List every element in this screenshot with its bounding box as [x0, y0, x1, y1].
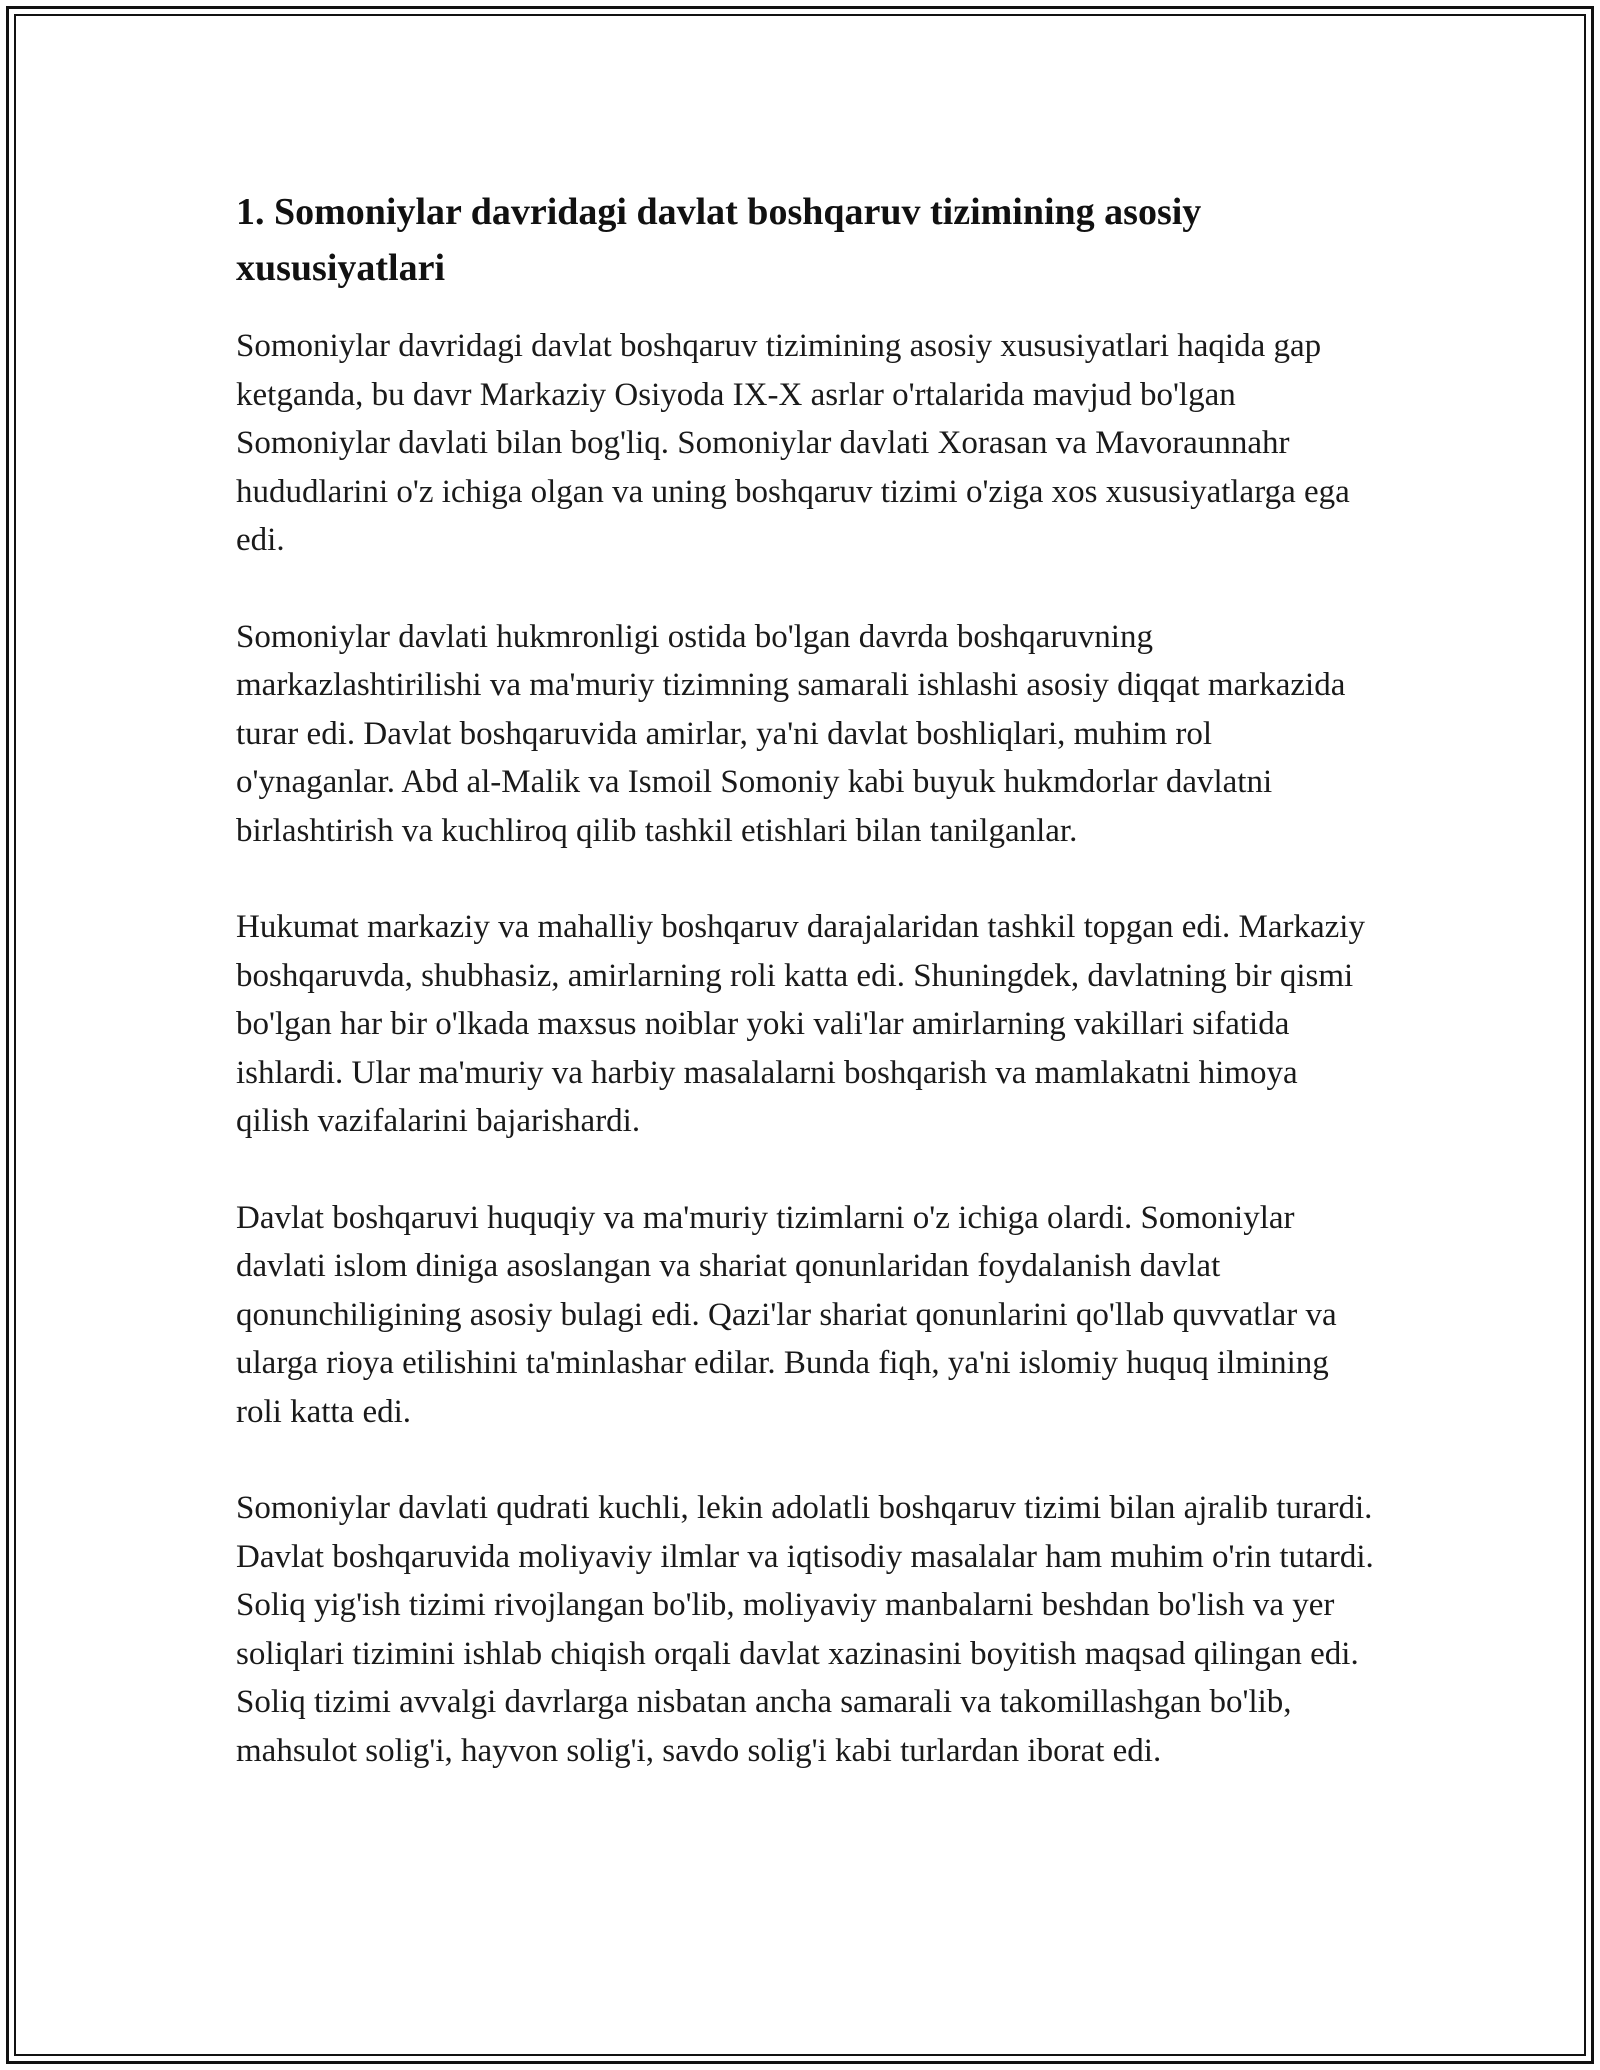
- document-body: [236, 184, 1376, 1823]
- section-heading: 1. Somoniylar davridagi davlat boshqaruv tizimining asosiy xususiyatlari: [236, 191, 1202, 289]
- paragraph-4: Davlat boshqaruvi huquqiy va ma'muriy tizimlarni o'z ichiga olardi. Somoniylar davlati islom diniga asoslangan va shariat qonunlaridan foydalanish davlat qonunchiligining asosiy bulagi edi. Qazi'lar shariat qonunlarini qo'llab quvvatlar va ularga rioya etilishini ta'minlashar edilar. Bunda fiqh, ya'ni islomiy huquq ilmining roli katta edi.: [236, 1199, 1337, 1430]
- paragraph-1: Somoniylar davridagi davlat boshqaruv tizimining asosiy xususiyatlari haqida gap ketganda, bu davr Markaziy Osiyoda IX-X asrlar o'rtalarida mavjud bo'lgan Somoniylar davlati bilan bog'liq. Somoniylar davlati Xorasan va Mavoraunnahr hududlarini o'z ichiga olgan va uning boshqaruv tizimi o'ziga xos xususiyatlarga ega edi.: [236, 328, 1350, 558]
- paragraph-3: Hukumat markaziy va mahalliy boshqaruv darajalaridan tashkil topgan edi. Markaziy boshqaruvda, shubhasiz, amirlarning roli katta edi. Shuningdek, davlatning bir qismi bo'lgan har bir o'lkada maxsus noiblar yoki vali'lar amirlarning vakillari sifatida ishlardi. Ular ma'muriy va harbiy masalalarni boshqarish va mamlakatni himoya qilish vazifalarini bajarishardi.: [236, 909, 1365, 1139]
- paragraph-5: Somoniylar davlati qudrati kuchli, lekin adolatli boshqaruv tizimi bilan ajralib turardi. Davlat boshqaruvida moliyaviy ilmlar va iqtisodiy masalalar ham muhim o'rin tutardi. Soliq yig'ish tizimi rivojlangan bo'lib, moliyaviy manbalarni beshdan bo'lish va yer soliqlari tizimini ishlab chiqish orqali davlat xazinasini boyitish maqsad qilingan edi. Soliq tizimi avvalgi davrlarga nisbatan ancha samarali va takomillashgan bo'lib, mahsulot solig'i, hayvon solig'i, savdo solig'i kabi turlardan iborat edi.: [236, 1490, 1374, 1769]
- paragraph-2: Somoniylar davlati hukmronligi ostida bo'lgan davrda boshqaruvning markazlashtirilishi va ma'muriy tizimning samarali ishlashi asosiy diqqat markazida turar edi. Davlat boshqaruvida amirlar, ya'ni davlat boshliqlari, muhim rol o'ynaganlar. Abd al-Malik va Ismoil Somoniy kabi buyuk hukmdorlar davlatni birlashtirish va kuchliroq qilib tashkil etishlari bilan tanilganlar.: [236, 618, 1346, 849]
